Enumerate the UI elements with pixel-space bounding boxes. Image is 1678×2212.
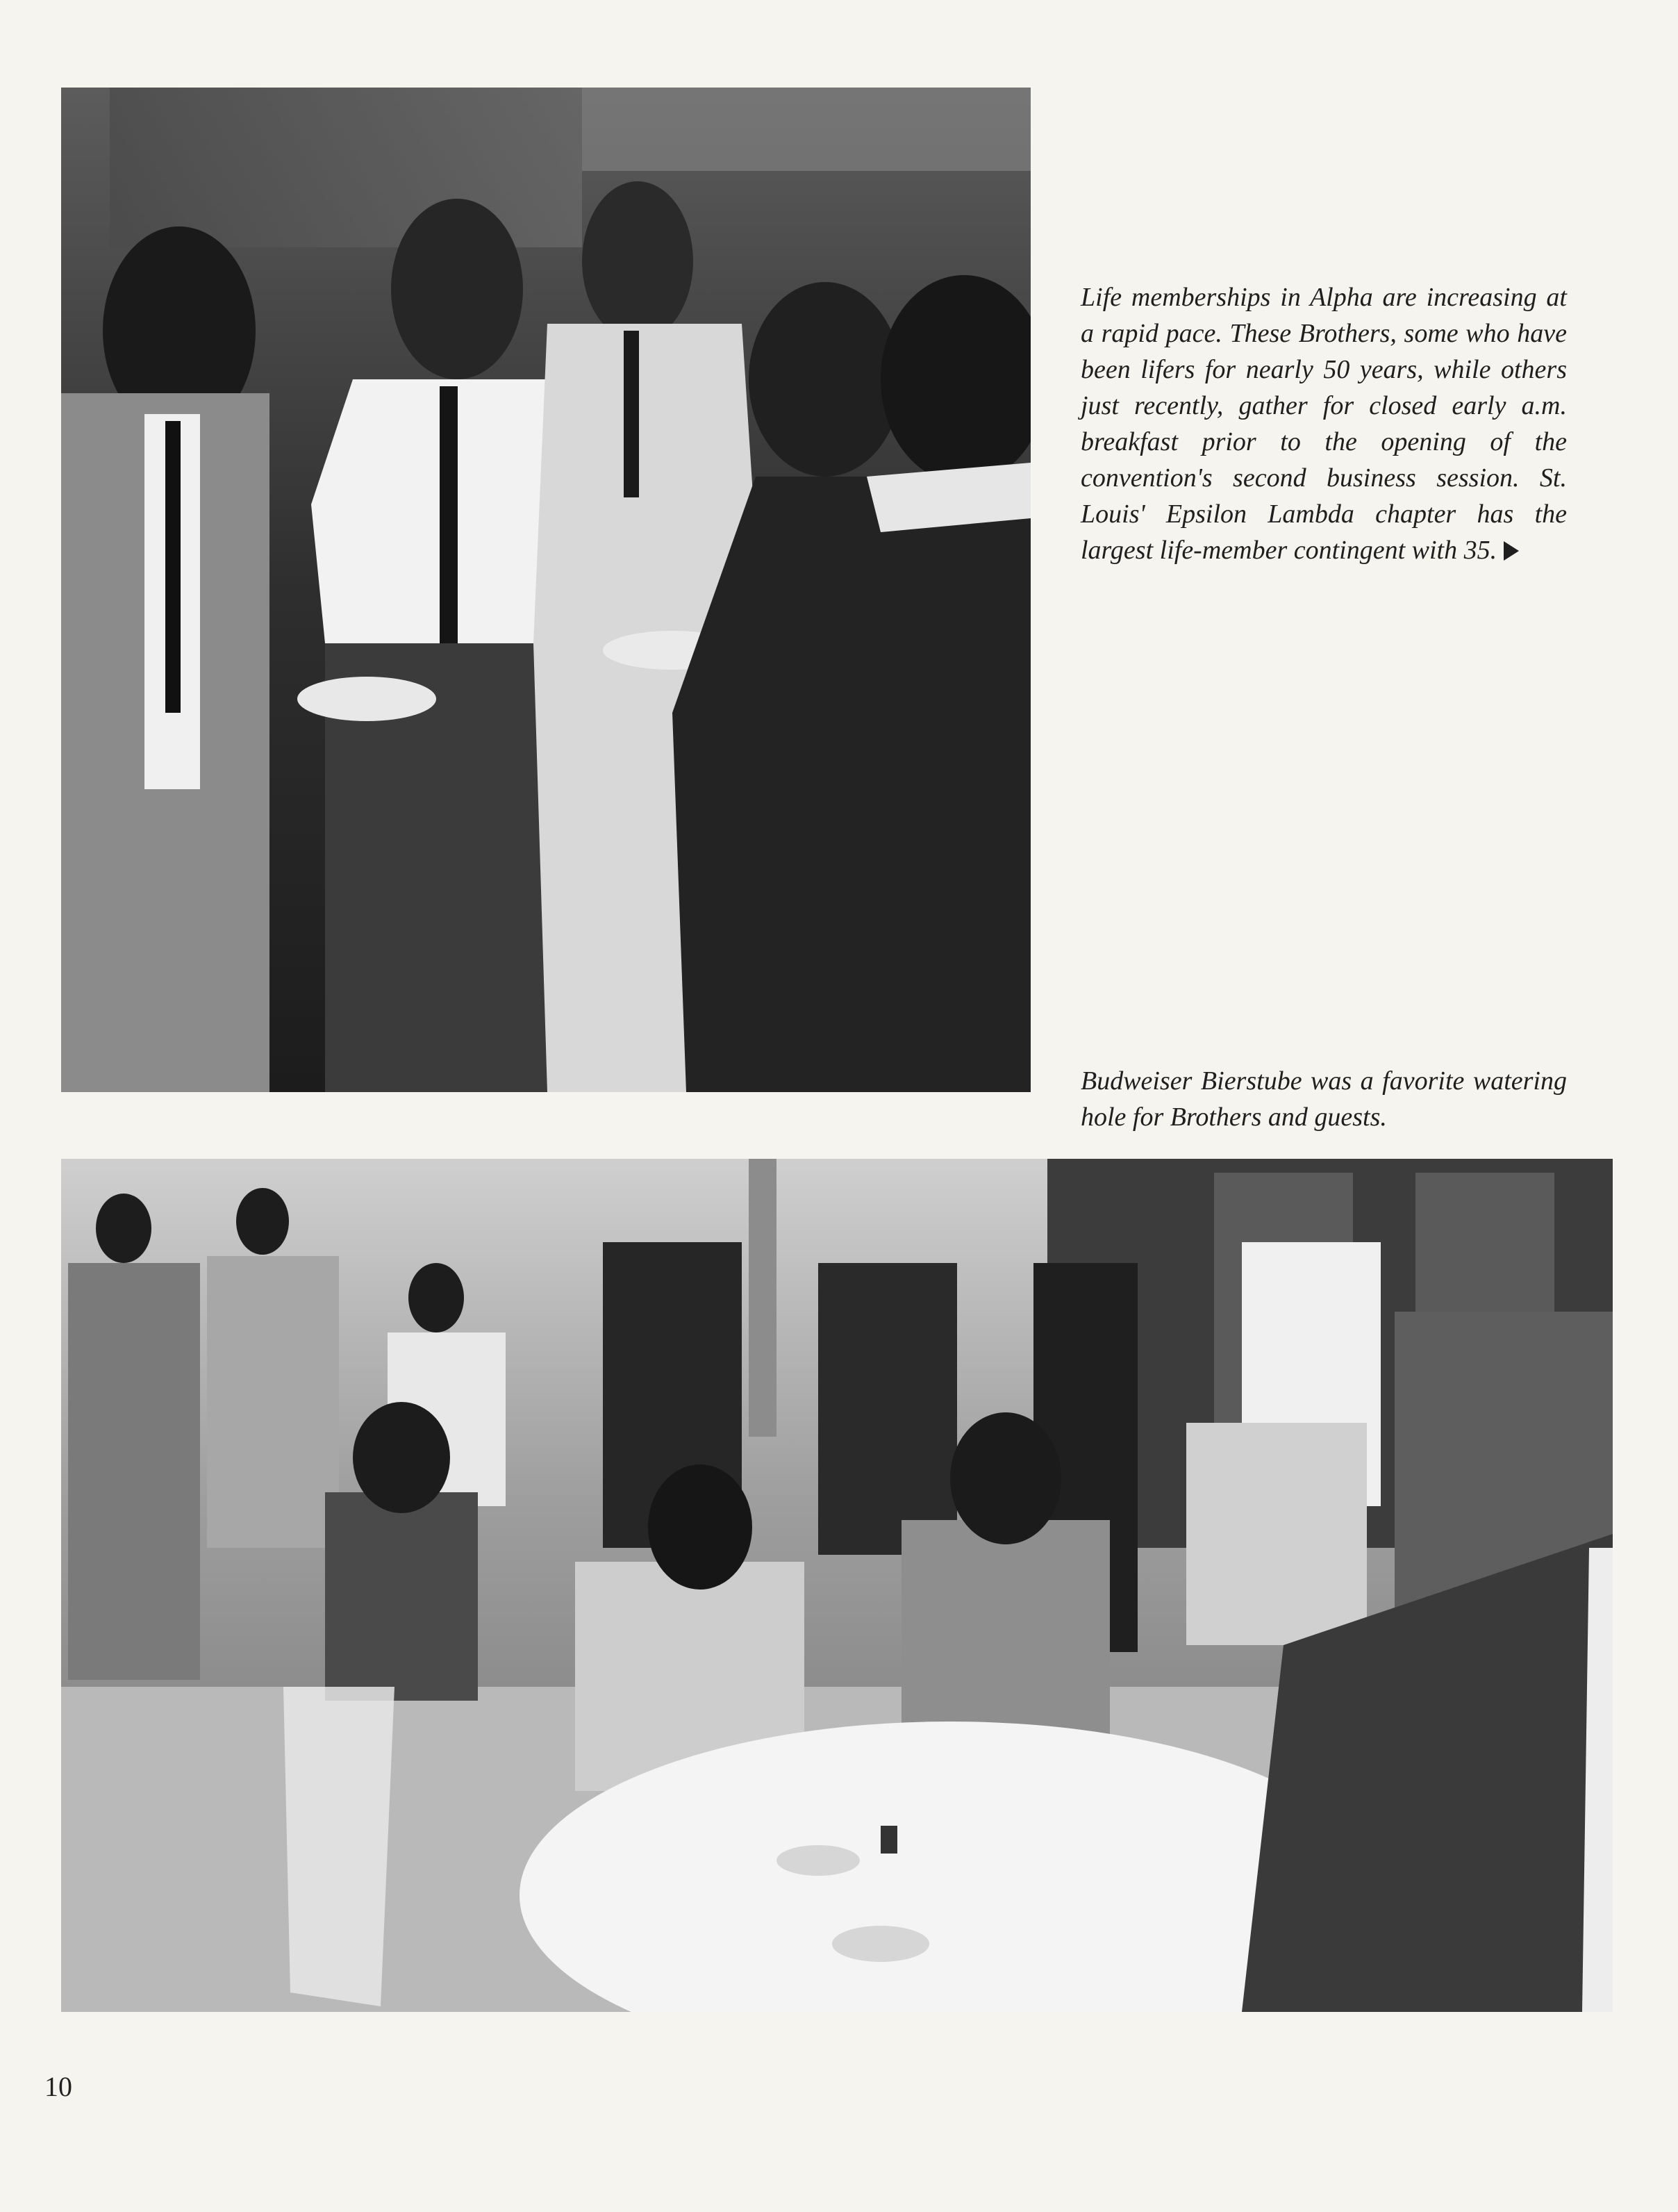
life-membership-caption	[1081, 279, 1567, 568]
life-members-breakfast-photo	[61, 88, 1031, 1092]
life-membership-caption-text: Life memberships in Alpha are increasing at a rapid pace. These Brothers, some who have been lifers for nearly 50 years, while others just recently, gather for closed early a.m. breakfast prior to the opening of the convention's second business session. St. Louis' Epsilon Lambda chapter has the largest life-member contingent with 35.	[1081, 283, 1567, 565]
bierstube-photo	[61, 1159, 1613, 2012]
right-pointing-triangle-icon	[1504, 541, 1519, 561]
bierstube-caption: Budweiser Bierstube was a favorite watering hole for Brothers and guests.	[1081, 1066, 1567, 1132]
bierstube-image	[61, 1159, 1613, 2012]
page-number: 10	[44, 2071, 72, 2102]
life-members-breakfast-image	[61, 88, 1031, 1092]
